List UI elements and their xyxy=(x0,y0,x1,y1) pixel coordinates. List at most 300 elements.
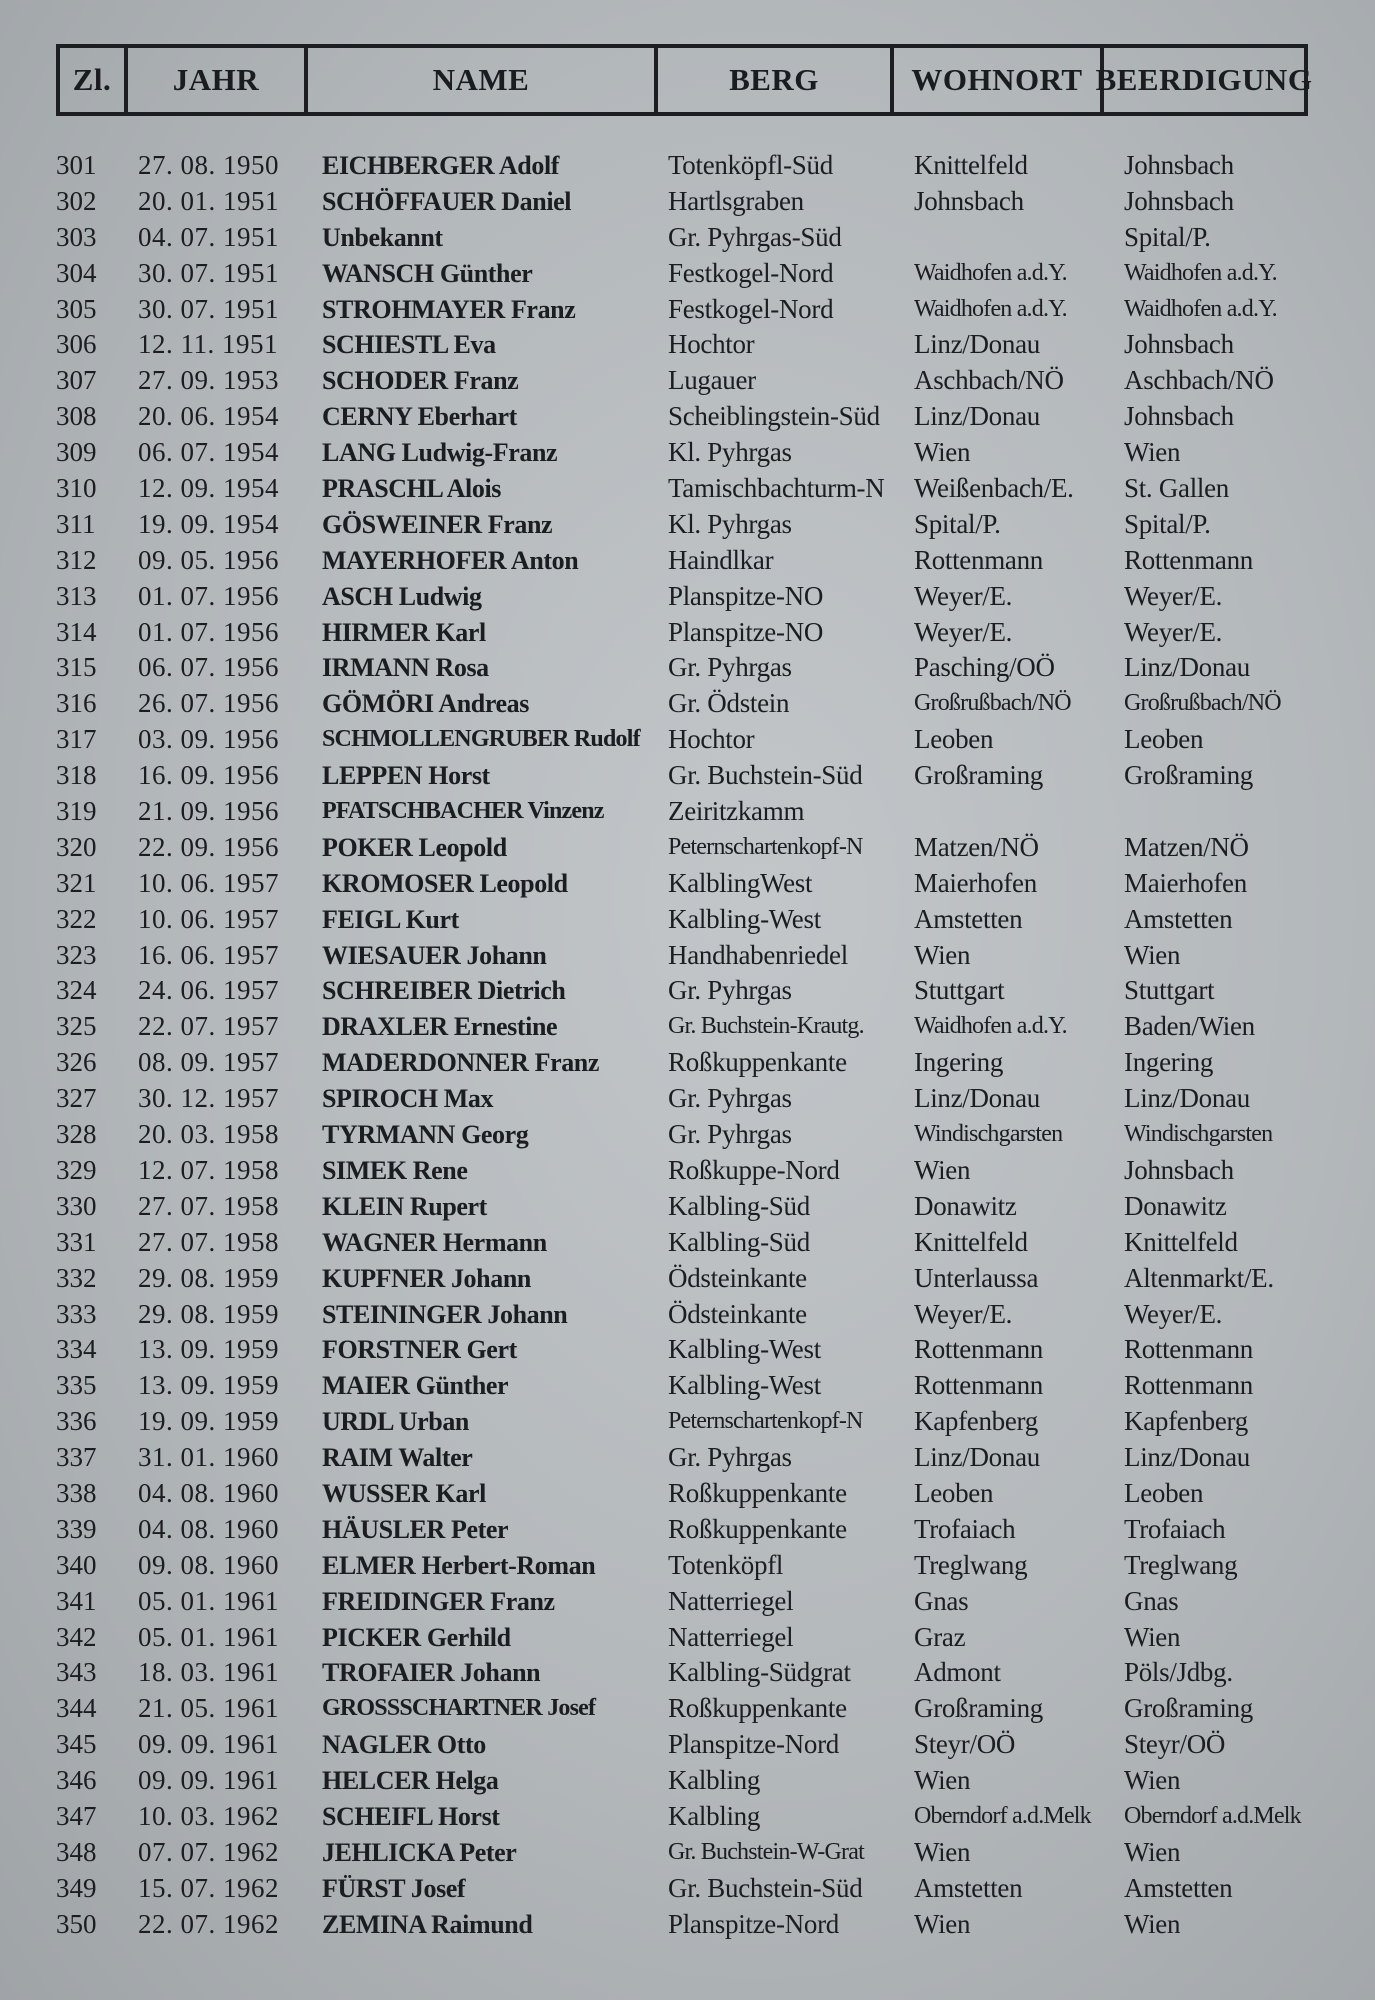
row-date: 07. 07. 1962 xyxy=(138,1836,279,1867)
table-row xyxy=(0,1727,1375,1763)
row-name: ZEMINA Raimund xyxy=(322,1909,533,1939)
row-wohnort: Knittelfeld xyxy=(914,150,1028,180)
row-number: 312 xyxy=(56,544,97,575)
row-name: FÜRST Josef xyxy=(322,1873,466,1903)
row-name: WIESAUER Johann xyxy=(322,940,547,970)
table-row xyxy=(0,615,1375,651)
row-berg: Kl. Pyhrgas xyxy=(668,437,792,468)
row-beerdigung: Spital/P. xyxy=(1124,221,1211,252)
row-beerdigung: Amstetten xyxy=(1124,903,1233,934)
row-date: 30. 07. 1951 xyxy=(138,257,279,288)
row-name: MAIER Günther xyxy=(322,1371,509,1401)
row-name: SCHODER Franz xyxy=(322,366,519,396)
row-wohnort: Wien xyxy=(914,1154,971,1185)
row-berg: Hartlsgraben xyxy=(668,185,804,216)
row-berg: Planspitze-Nord xyxy=(668,1729,839,1760)
table-row xyxy=(0,507,1375,543)
row-number: 324 xyxy=(56,975,97,1006)
row-wohnort: Großraming xyxy=(914,760,1043,791)
row-number: 325 xyxy=(56,1011,97,1042)
row-number: 347 xyxy=(56,1800,97,1831)
row-berg: Kalbling-West xyxy=(668,1334,821,1365)
row-date: 20. 03. 1958 xyxy=(138,1119,279,1150)
row-berg: Gr. Pyhrgas xyxy=(668,652,792,683)
row-number: 306 xyxy=(56,329,97,360)
row-date: 27. 07. 1958 xyxy=(138,1190,279,1221)
row-date: 20. 01. 1951 xyxy=(138,185,279,216)
row-beerdigung: Rottenmann xyxy=(1124,1370,1253,1401)
row-berg: Gr. Buchstein-W-Grat xyxy=(668,1838,864,1865)
row-number: 342 xyxy=(56,1621,97,1652)
row-date: 09. 09. 1961 xyxy=(138,1765,279,1796)
row-beerdigung: Johnsbach xyxy=(1124,1154,1234,1185)
row-number: 340 xyxy=(56,1549,97,1580)
row-wohnort: Rottenmann xyxy=(914,544,1043,575)
row-wohnort: Kapfenberg xyxy=(914,1406,1038,1437)
row-berg: Gr. Buchstein-Süd xyxy=(668,760,863,791)
row-wohnort: Wien xyxy=(914,1908,971,1939)
row-date: 16. 06. 1957 xyxy=(138,939,279,970)
row-berg: Kalbling xyxy=(668,1800,761,1831)
row-name: Unbekannt xyxy=(322,222,443,252)
table-row xyxy=(0,579,1375,615)
row-berg: Planspitze-NO xyxy=(668,616,824,647)
row-date: 29. 08. 1959 xyxy=(138,1298,279,1329)
table-row xyxy=(0,973,1375,1009)
row-name: LEPPEN Horst xyxy=(322,761,490,791)
row-wohnort: Weißenbach/E. xyxy=(914,473,1074,504)
row-wohnort: Unterlaussa xyxy=(914,1262,1039,1293)
table-row xyxy=(0,722,1375,758)
row-number: 311 xyxy=(56,508,96,539)
row-date: 13. 09. 1959 xyxy=(138,1334,279,1365)
row-number: 345 xyxy=(56,1729,97,1760)
row-beerdigung: Leoben xyxy=(1124,724,1204,755)
row-number: 304 xyxy=(56,257,97,288)
row-berg: Gr. Pyhrgas xyxy=(668,1119,792,1150)
row-date: 01. 07. 1956 xyxy=(138,580,279,611)
row-beerdigung: Donawitz xyxy=(1124,1190,1227,1221)
row-wohnort: Rottenmann xyxy=(914,1334,1043,1365)
row-date: 26. 07. 1956 xyxy=(138,688,279,719)
table-row xyxy=(0,1620,1375,1656)
row-wohnort: Matzen/NÖ xyxy=(914,831,1039,862)
row-name: EICHBERGER Adolf xyxy=(322,151,560,180)
row-name: STROHMAYER Franz xyxy=(322,294,576,324)
row-date: 12. 11. 1951 xyxy=(138,329,278,360)
row-wohnort: Stuttgart xyxy=(914,975,1005,1006)
row-number: 335 xyxy=(56,1370,97,1401)
row-berg: Ödsteinkante xyxy=(668,1262,807,1293)
row-beerdigung: Wien xyxy=(1124,939,1181,970)
row-number: 334 xyxy=(56,1334,97,1365)
table-row xyxy=(0,256,1375,292)
table-row xyxy=(0,292,1375,328)
row-wohnort: Trofaiach xyxy=(914,1513,1016,1544)
table-row xyxy=(0,435,1375,471)
row-date: 04. 08. 1960 xyxy=(138,1513,279,1544)
row-date: 13. 09. 1959 xyxy=(138,1370,279,1401)
row-name: SCHREIBER Dietrich xyxy=(322,976,566,1006)
row-name: PFATSCHBACHER Vinzenz xyxy=(322,798,604,825)
row-wohnort: Waidhofen a.d.Y. xyxy=(914,1013,1067,1040)
row-date: 09. 08. 1960 xyxy=(138,1549,279,1580)
row-wohnort: Waidhofen a.d.Y. xyxy=(914,259,1067,286)
row-date: 15. 07. 1962 xyxy=(138,1872,279,1903)
row-date: 03. 09. 1956 xyxy=(138,724,279,755)
row-berg: Roßkuppenkante xyxy=(668,1513,847,1544)
row-wohnort: Windischgarsten xyxy=(914,1121,1063,1148)
row-berg: Gr. Pyhrgas xyxy=(668,1083,792,1114)
row-name: SIMEK Rene xyxy=(322,1155,468,1185)
row-number: 307 xyxy=(56,365,97,396)
row-berg: Handhabenriedel xyxy=(668,939,848,970)
row-wohnort: Weyer/E. xyxy=(914,616,1013,647)
row-beerdigung: Linz/Donau xyxy=(1124,1083,1250,1114)
row-wohnort: Weyer/E. xyxy=(914,1298,1013,1329)
row-berg: Scheiblingstein-Süd xyxy=(668,401,880,432)
row-wohnort: Linz/Donau xyxy=(914,329,1040,360)
row-name: WUSSER Karl xyxy=(322,1478,486,1508)
row-beerdigung: Weyer/E. xyxy=(1124,580,1223,611)
header-name: NAME xyxy=(308,48,658,112)
row-name: FEIGL Kurt xyxy=(322,904,459,934)
row-wohnort: Pasching/OÖ xyxy=(914,652,1055,683)
row-wohnort: Linz/Donau xyxy=(914,1442,1040,1473)
row-name: RAIM Walter xyxy=(322,1443,473,1473)
row-wohnort: Aschbach/NÖ xyxy=(914,365,1064,396)
row-berg: Totenköpfl-Süd xyxy=(668,150,833,180)
row-date: 16. 09. 1956 xyxy=(138,760,279,791)
row-wohnort: Graz xyxy=(914,1621,966,1652)
row-date: 01. 07. 1956 xyxy=(138,616,279,647)
row-number: 344 xyxy=(56,1693,97,1724)
row-berg: Kl. Pyhrgas xyxy=(668,508,792,539)
row-berg: Kalbling-Süd xyxy=(668,1190,810,1221)
row-name: GÖMÖRI Andreas xyxy=(322,689,529,719)
row-berg: Roßkuppenkante xyxy=(668,1047,847,1078)
row-berg: Peternschartenkopf-N xyxy=(668,833,863,860)
row-berg: Haindlkar xyxy=(668,544,774,575)
row-name: SCHEIFL Horst xyxy=(322,1801,500,1831)
row-berg: Peternschartenkopf-N xyxy=(668,1408,863,1435)
row-wohnort: Großraming xyxy=(914,1693,1043,1724)
table-row xyxy=(0,1691,1375,1727)
row-name: ASCH Ludwig xyxy=(322,581,482,611)
row-date: 21. 05. 1961 xyxy=(138,1693,279,1724)
row-date: 08. 09. 1957 xyxy=(138,1047,279,1078)
table-row xyxy=(0,1907,1375,1943)
row-berg: Natterriegel xyxy=(668,1621,794,1652)
table-row xyxy=(0,1835,1375,1871)
row-berg: Ödsteinkante xyxy=(668,1298,807,1329)
row-name: URDL Urban xyxy=(322,1407,469,1437)
table-header xyxy=(56,44,1313,116)
row-date: 06. 07. 1954 xyxy=(138,437,279,468)
header-wohnort: WOHNORT xyxy=(894,48,1104,112)
row-wohnort: Leoben xyxy=(914,724,994,755)
row-date: 30. 12. 1957 xyxy=(138,1083,279,1114)
row-date: 10. 03. 1962 xyxy=(138,1800,279,1831)
row-name: GROSSSCHARTNER Josef xyxy=(322,1695,596,1722)
row-berg: Festkogel-Nord xyxy=(668,257,834,288)
row-beerdigung: Großraming xyxy=(1124,1693,1253,1724)
row-wohnort: Spital/P. xyxy=(914,508,1001,539)
row-beerdigung: Waidhofen a.d.Y. xyxy=(1124,259,1277,286)
table-row xyxy=(0,1368,1375,1404)
row-wohnort: Wien xyxy=(914,1836,971,1867)
row-name: WANSCH Günther xyxy=(322,258,533,288)
row-berg: Gr. Ödstein xyxy=(668,688,790,719)
row-date: 10. 06. 1957 xyxy=(138,867,279,898)
row-beerdigung: Maierhofen xyxy=(1124,867,1247,898)
row-number: 301 xyxy=(56,150,97,180)
row-number: 303 xyxy=(56,221,97,252)
row-name: TROFAIER Johann xyxy=(322,1658,541,1688)
row-name: GÖSWEINER Franz xyxy=(322,509,553,539)
row-date: 09. 09. 1961 xyxy=(138,1729,279,1760)
row-number: 331 xyxy=(56,1226,97,1257)
row-beerdigung: Altenmarkt/E. xyxy=(1124,1262,1274,1293)
row-beerdigung: Linz/Donau xyxy=(1124,652,1250,683)
table-row xyxy=(0,363,1375,399)
row-beerdigung: Spital/P. xyxy=(1124,508,1211,539)
row-name: DRAXLER Ernestine xyxy=(322,1012,558,1042)
row-wohnort: Knittelfeld xyxy=(914,1226,1028,1257)
row-beerdigung: Treglwang xyxy=(1124,1549,1238,1580)
table-row xyxy=(0,1440,1375,1476)
header-jahr: JAHR xyxy=(128,48,308,112)
table-row xyxy=(0,471,1375,507)
row-beerdigung: Johnsbach xyxy=(1124,401,1234,432)
row-name: HÄUSLER Peter xyxy=(322,1514,509,1544)
row-beerdigung: Ingering xyxy=(1124,1047,1214,1078)
row-wohnort: Linz/Donau xyxy=(914,1083,1040,1114)
row-beerdigung: Linz/Donau xyxy=(1124,1442,1250,1473)
row-number: 320 xyxy=(56,831,97,862)
row-berg: Gr. Pyhrgas xyxy=(668,1442,792,1473)
row-number: 332 xyxy=(56,1262,97,1293)
row-date: 09. 05. 1956 xyxy=(138,544,279,575)
row-beerdigung: Wien xyxy=(1124,1765,1181,1796)
row-date: 04. 08. 1960 xyxy=(138,1477,279,1508)
row-name: KLEIN Rupert xyxy=(322,1191,487,1221)
row-beerdigung: Leoben xyxy=(1124,1477,1204,1508)
row-beerdigung: Wien xyxy=(1124,1836,1181,1867)
row-name: ELMER Herbert-Roman xyxy=(322,1550,596,1580)
row-name: KUPFNER Johann xyxy=(322,1263,531,1293)
table-row xyxy=(0,758,1375,794)
row-berg: Kalbling-Süd xyxy=(668,1226,810,1257)
row-beerdigung: Stuttgart xyxy=(1124,975,1215,1006)
row-beerdigung: Waidhofen a.d.Y. xyxy=(1124,295,1277,322)
row-date: 21. 09. 1956 xyxy=(138,796,279,827)
row-name: MAYERHOFER Anton xyxy=(322,545,579,575)
row-number: 349 xyxy=(56,1872,97,1903)
row-number: 339 xyxy=(56,1513,97,1544)
row-berg: Kalbling-West xyxy=(668,1370,821,1401)
header-berg: BERG xyxy=(658,48,894,112)
row-berg: Gr. Buchstein-Krautg. xyxy=(668,1013,864,1040)
row-berg: Planspitze-Nord xyxy=(668,1908,839,1939)
row-beerdigung: Aschbach/NÖ xyxy=(1124,365,1274,396)
row-number: 329 xyxy=(56,1154,97,1185)
row-number: 326 xyxy=(56,1047,97,1078)
row-date: 22. 07. 1957 xyxy=(138,1011,279,1042)
row-wohnort: Rottenmann xyxy=(914,1370,1043,1401)
row-wohnort: Waidhofen a.d.Y. xyxy=(914,295,1067,322)
row-beerdigung: Wien xyxy=(1124,437,1181,468)
row-wohnort: Oberndorf a.d.Melk xyxy=(914,1802,1091,1829)
row-date: 30. 07. 1951 xyxy=(138,293,279,324)
table-row xyxy=(0,184,1375,220)
row-wohnort: Donawitz xyxy=(914,1190,1017,1221)
row-number: 308 xyxy=(56,401,97,432)
table-row xyxy=(0,1189,1375,1225)
row-wohnort: Wien xyxy=(914,1765,971,1796)
row-name: JEHLICKA Peter xyxy=(322,1837,517,1867)
row-date: 05. 01. 1961 xyxy=(138,1585,279,1616)
row-number: 338 xyxy=(56,1477,97,1508)
row-wohnort: Linz/Donau xyxy=(914,401,1040,432)
row-beerdigung: Windischgarsten xyxy=(1124,1121,1273,1148)
row-name: POKER Leopold xyxy=(322,832,507,862)
table-row xyxy=(0,1476,1375,1512)
row-beerdigung: Oberndorf a.d.Melk xyxy=(1124,1802,1301,1829)
row-berg: Roßkuppenkante xyxy=(668,1477,847,1508)
row-number: 337 xyxy=(56,1442,97,1473)
table-row xyxy=(0,1225,1375,1261)
row-berg: Gr. Buchstein-Süd xyxy=(668,1872,863,1903)
table-row xyxy=(0,399,1375,435)
row-wohnort: Steyr/OÖ xyxy=(914,1729,1016,1760)
row-beerdigung: Großraming xyxy=(1124,760,1253,791)
row-date: 05. 01. 1961 xyxy=(138,1621,279,1652)
row-number: 346 xyxy=(56,1765,97,1796)
row-berg: Zeiritzkamm xyxy=(668,796,805,827)
row-name: SCHIESTL Eva xyxy=(322,330,496,360)
row-name: MADERDONNER Franz xyxy=(322,1048,600,1078)
row-beerdigung: Johnsbach xyxy=(1124,329,1234,360)
table-row xyxy=(0,1799,1375,1835)
row-date: 12. 09. 1954 xyxy=(138,473,279,504)
table-row xyxy=(0,1045,1375,1081)
row-number: 305 xyxy=(56,293,97,324)
row-name: SCHMOLLENGRUBER Rudolf xyxy=(322,726,640,753)
row-wohnort: Wien xyxy=(914,437,971,468)
row-beerdigung: Wien xyxy=(1124,1908,1181,1939)
table-row xyxy=(0,1009,1375,1045)
row-name: SPIROCH Max xyxy=(322,1084,494,1114)
row-beerdigung: Rottenmann xyxy=(1124,544,1253,575)
row-date: 06. 07. 1956 xyxy=(138,652,279,683)
table-row xyxy=(0,1512,1375,1548)
row-name: FORSTNER Gert xyxy=(322,1335,517,1365)
row-number: 309 xyxy=(56,437,97,468)
table-row xyxy=(0,543,1375,579)
table-row xyxy=(0,1548,1375,1584)
row-date: 22. 07. 1962 xyxy=(138,1908,279,1939)
row-date: 24. 06. 1957 xyxy=(138,975,279,1006)
row-date: 27. 09. 1953 xyxy=(138,365,279,396)
row-number: 328 xyxy=(56,1119,97,1150)
row-date: 29. 08. 1959 xyxy=(138,1262,279,1293)
row-date: 27. 08. 1950 xyxy=(138,150,279,180)
row-beerdigung: Johnsbach xyxy=(1124,150,1234,180)
row-wohnort: Gnas xyxy=(914,1585,969,1616)
row-beerdigung: Trofaiach xyxy=(1124,1513,1226,1544)
row-beerdigung: Baden/Wien xyxy=(1124,1011,1255,1042)
header-zl: Zl. xyxy=(60,48,128,112)
row-number: 315 xyxy=(56,652,97,683)
row-name: PICKER Gerhild xyxy=(322,1622,511,1652)
row-number: 317 xyxy=(56,724,97,755)
row-date: 31. 01. 1960 xyxy=(138,1442,279,1473)
row-number: 336 xyxy=(56,1406,97,1437)
row-beerdigung: Rottenmann xyxy=(1124,1334,1253,1365)
row-berg: Totenköpfl xyxy=(668,1549,784,1580)
row-number: 323 xyxy=(56,939,97,970)
row-name: HELCER Helga xyxy=(322,1766,499,1796)
row-berg: Gr. Pyhrgas-Süd xyxy=(668,221,842,252)
row-date: 19. 09. 1954 xyxy=(138,508,279,539)
table-row xyxy=(0,794,1375,830)
table-row xyxy=(0,1584,1375,1620)
row-name: TYRMANN Georg xyxy=(322,1120,529,1150)
row-berg: Roßkuppe-Nord xyxy=(668,1154,840,1185)
row-wohnort: Amstetten xyxy=(914,1872,1023,1903)
table-row xyxy=(0,220,1375,256)
row-wohnort: Leoben xyxy=(914,1477,994,1508)
row-number: 318 xyxy=(56,760,97,791)
row-beerdigung: Pöls/Jdbg. xyxy=(1124,1657,1233,1688)
row-date: 20. 06. 1954 xyxy=(138,401,279,432)
row-berg: Kalbling xyxy=(668,1765,761,1796)
row-wohnort: Wien xyxy=(914,939,971,970)
row-date: 12. 07. 1958 xyxy=(138,1154,279,1185)
row-number: 330 xyxy=(56,1190,97,1221)
row-berg: KalblingWest xyxy=(668,867,813,898)
row-berg: Kalbling-West xyxy=(668,903,821,934)
table-body xyxy=(0,148,1375,1943)
table-row xyxy=(0,686,1375,722)
row-name: KROMOSER Leopold xyxy=(322,868,568,898)
table-row xyxy=(0,1297,1375,1333)
row-number: 314 xyxy=(56,616,97,647)
row-wohnort: Treglwang xyxy=(914,1549,1028,1580)
row-wohnort: Großrußbach/NÖ xyxy=(914,690,1071,717)
row-date: 10. 06. 1957 xyxy=(138,903,279,934)
table-row xyxy=(0,1763,1375,1799)
header-beerdigung: BEERDIGUNG xyxy=(1095,62,1313,97)
row-wohnort: Johnsbach xyxy=(914,185,1024,216)
row-name: FREIDINGER Franz xyxy=(322,1586,555,1616)
row-date: 18. 03. 1961 xyxy=(138,1657,279,1688)
row-number: 313 xyxy=(56,580,97,611)
row-beerdigung: Matzen/NÖ xyxy=(1124,831,1249,862)
row-name: SCHÖFFAUER Daniel xyxy=(322,186,572,216)
row-berg: Natterriegel xyxy=(668,1585,794,1616)
row-date: 22. 09. 1956 xyxy=(138,831,279,862)
table-row xyxy=(0,1404,1375,1440)
row-berg: Tamischbachturm-N xyxy=(668,473,885,504)
row-name: IRMANN Rosa xyxy=(322,653,489,683)
table-row xyxy=(0,327,1375,363)
row-beerdigung: Steyr/OÖ xyxy=(1124,1729,1226,1760)
table-row xyxy=(0,902,1375,938)
table-row xyxy=(0,650,1375,686)
row-date: 04. 07. 1951 xyxy=(138,221,279,252)
